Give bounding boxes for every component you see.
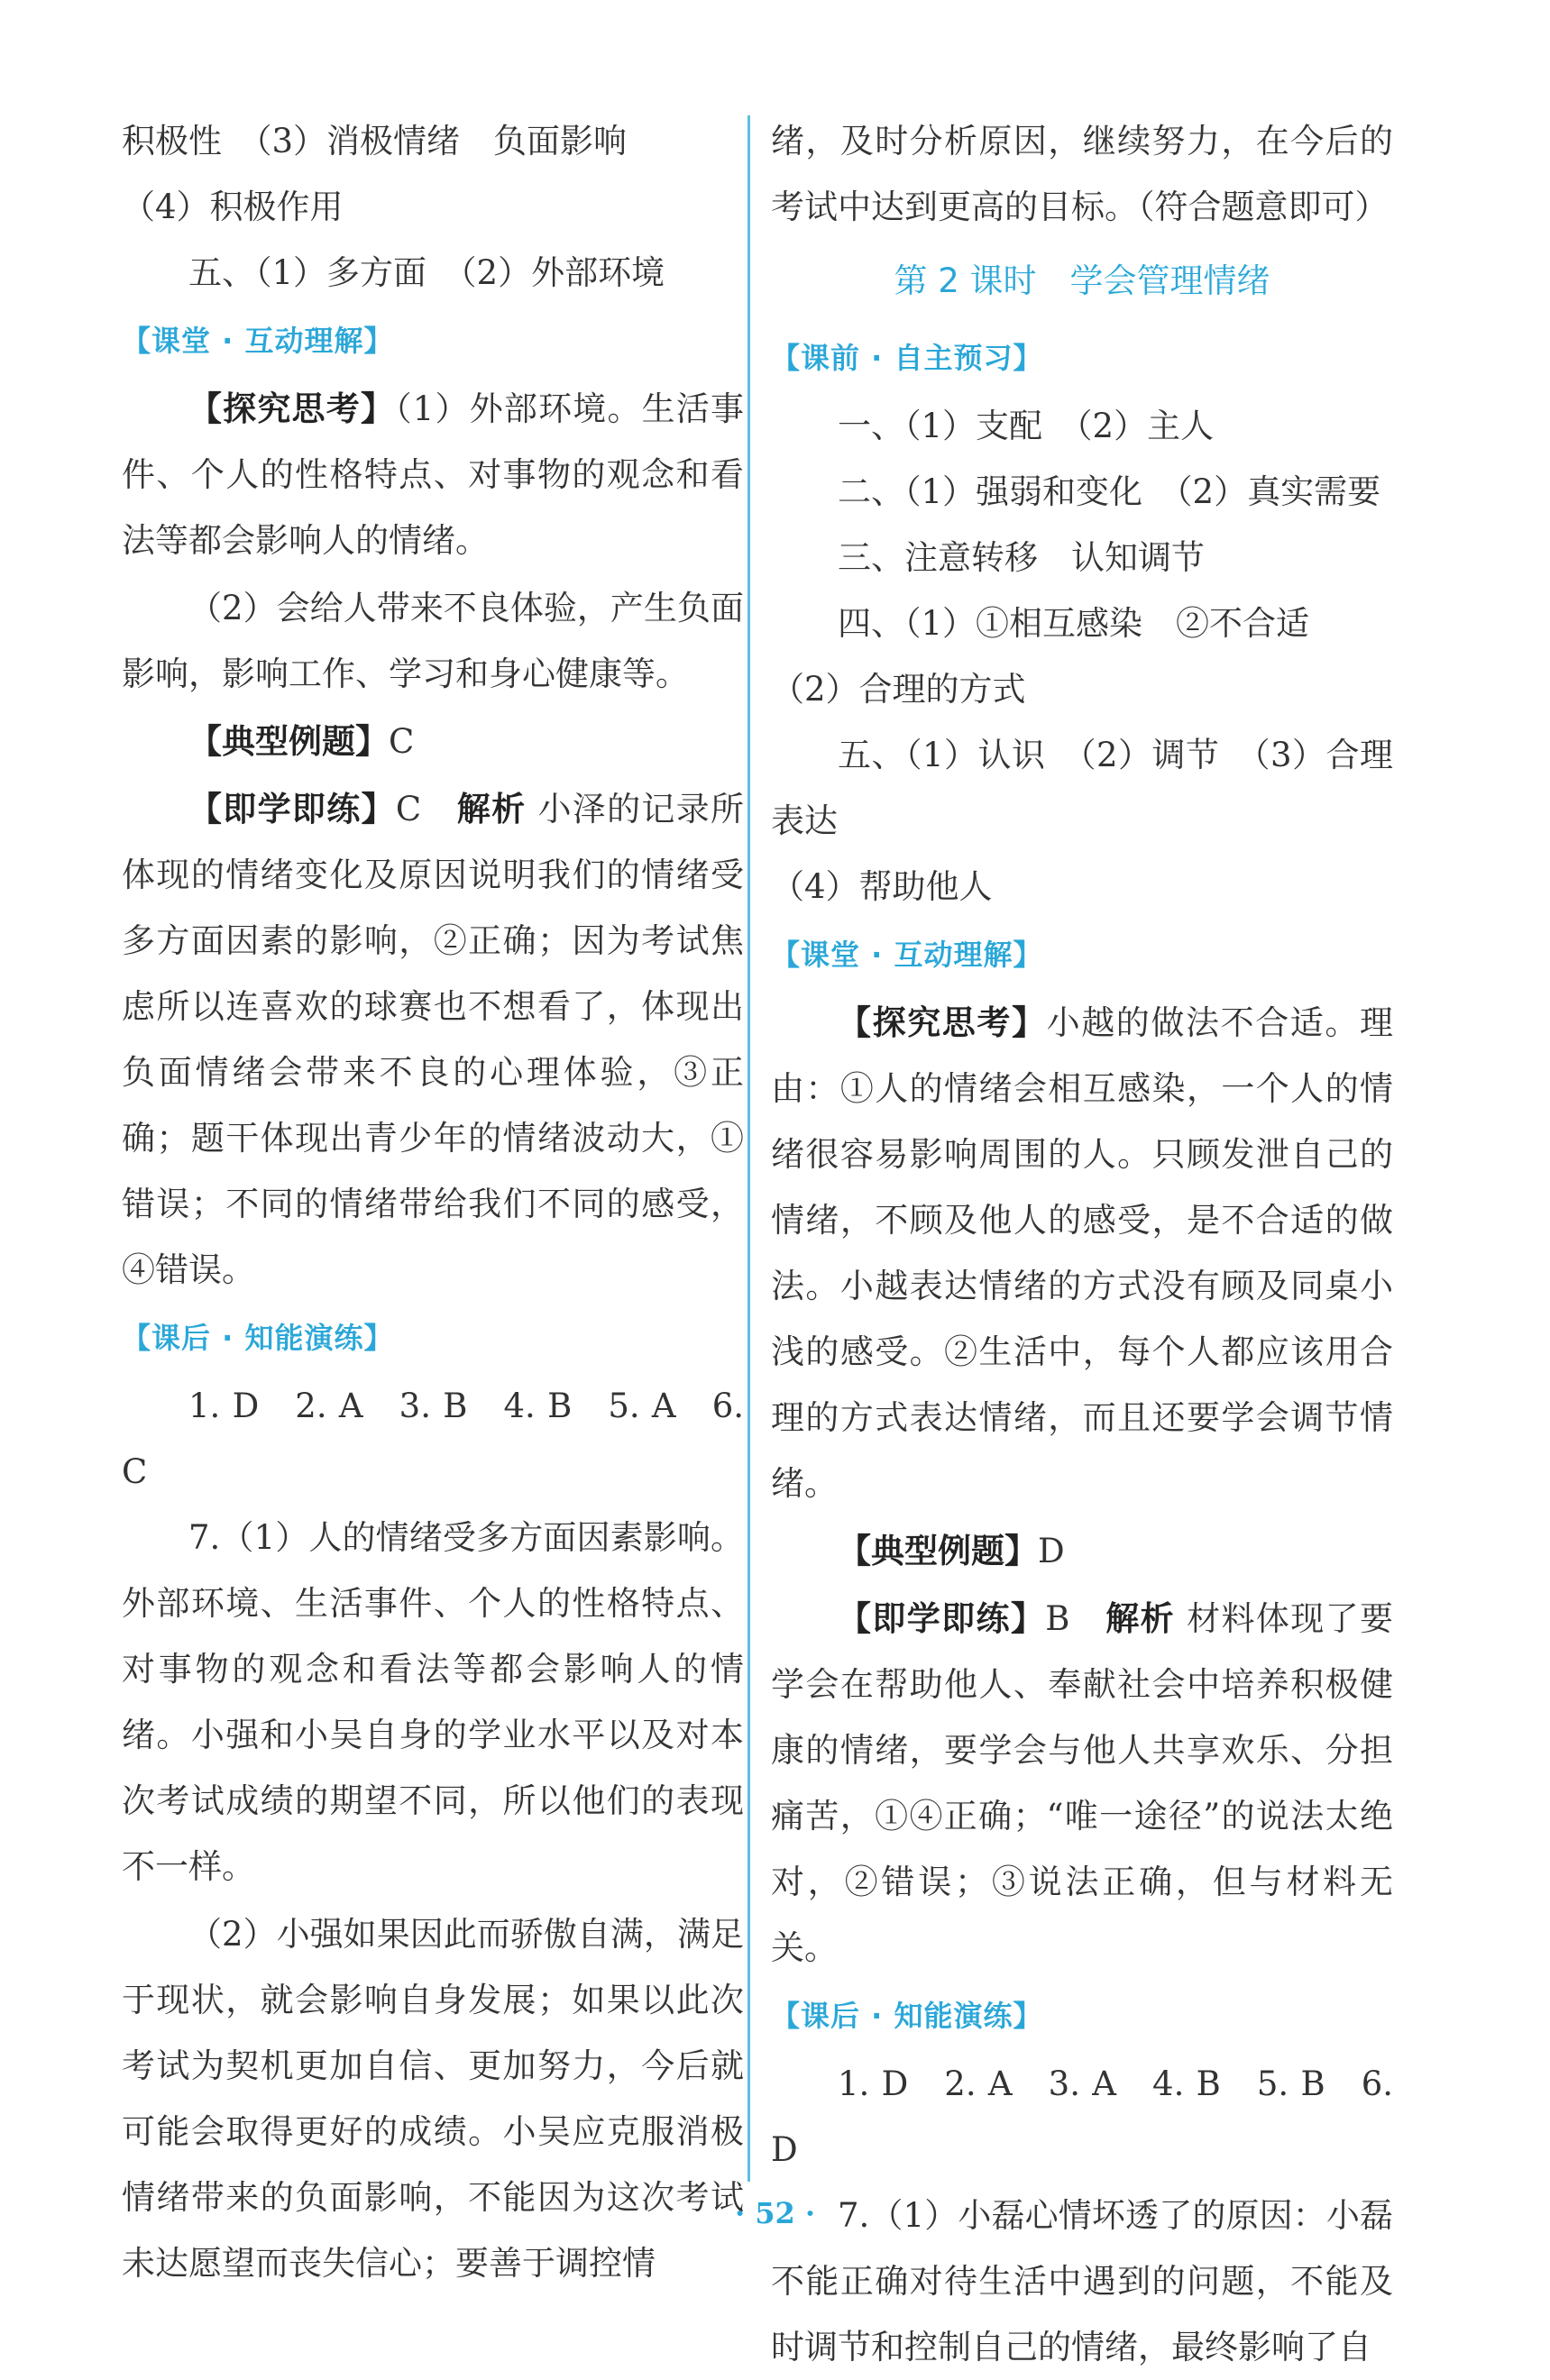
- mc-answers: 1. D 2. A 3. B 4. B 5. A 6. C: [122, 1387, 744, 1491]
- analysis-label: 解析: [1105, 1599, 1175, 1638]
- continued-text: 绪，及时分析原因，继续努力，在今后的考试中达到更高的目标。（符合题意即可）: [771, 122, 1393, 226]
- answer-line: （4）积极作用: [122, 188, 344, 226]
- explore-label: 【探究思考】: [188, 389, 396, 428]
- section-header: 【课后 · 知能演练】: [771, 1999, 1043, 2033]
- answer-line: 二、（1）强弱和变化 （2）真实需要: [838, 472, 1381, 511]
- example-answer: 【典型例题】C: [188, 722, 415, 761]
- practice-label: 【即学即练】: [838, 1599, 1046, 1638]
- q7-answer-2: （2）小强如果因此而骄傲自满，满足于现状，就会影响自身发展；如果以此次考试为契机更加自信、更加努力，今后就可能会取得更好的成绩。小吴应克服消极情绪带来的负面影响，不能因为这次考试未达愿望而丧失信心；要善于调控情: [122, 1915, 744, 2283]
- left-column: [122, 108, 744, 2296]
- example-label: 【典型例题】: [838, 1532, 1038, 1570]
- answer-line: 五、（1）认识 （2）调节 （3）合理表达: [771, 736, 1393, 840]
- q7-answer-1: 7.（1）人的情绪受多方面因素影响。外部环境、生活事件、个人的性格特点、对事物的观念和看法等都会影响人的情绪。小强和小吴自身的学业水平以及对本次考试成绩的期望不同，所以他们的表现不一样。: [122, 1518, 744, 1886]
- section-header: 【课后 · 知能演练】: [122, 1321, 394, 1355]
- explore-label: 【探究思考】: [838, 1003, 1047, 1042]
- answer-line: 三、注意转移 认知调节: [838, 538, 1205, 577]
- column-divider: [747, 115, 750, 2182]
- right-column: [771, 108, 1393, 2380]
- example-answer: 【典型例题】D: [838, 1532, 1065, 1570]
- practice-label: 【即学即练】: [188, 790, 396, 828]
- practice-answer: 【即学即练】B 解析 材料体现了要学会在帮助他人、奉献社会中培养积极健康的情绪，要学会与他人共享欢乐、分担痛苦，①④正确；“唯一途径”的说法太绝对，②错误；③说法正确，但与材料无关。: [771, 1599, 1394, 1967]
- explore-answer-2: （2）会给人带来不良体验，产生负面影响，影响工作、学习和身心健康等。: [122, 589, 744, 693]
- section-header: 【课堂 · 互动理解】: [771, 938, 1043, 972]
- answer-line: 一、（1）支配 （2）主人: [838, 407, 1215, 445]
- answer-line: （2）合理的方式: [771, 670, 1026, 709]
- section-header: 【课前 · 自主预习】: [771, 341, 1043, 375]
- mc-answers: 1. D 2. A 3. A 4. B 5. B 6. D: [771, 2064, 1393, 2169]
- analysis-label: 解析: [456, 790, 527, 828]
- answer-line: 五、（1）多方面 （2）外部环境: [188, 253, 665, 292]
- answer-line: （4）帮助他人: [771, 867, 993, 906]
- lesson-title: 第 2 课时 学会管理情绪: [894, 261, 1270, 300]
- page-number: · 52 ·: [734, 2196, 816, 2230]
- q7-answer: 7.（1）小磊心情坏透了的原因：小磊不能正确对待生活中遇到的问题，不能及时调节和控制自己的情绪，最终影响了自: [771, 2196, 1393, 2366]
- answer-line: 积极性 （3）消极情绪 负面影响: [122, 122, 628, 160]
- example-label: 【典型例题】: [188, 722, 389, 761]
- explore-answer: 【探究思考】（1）外部环境。生活事件、个人的性格特点、对事物的观念和看法等都会影响人的情绪。: [122, 389, 744, 560]
- explore-answer: 【探究思考】小越的做法不合适。理由：①人的情绪会相互感染，一个人的情绪很容易影响周围的人。只顾发泄自己的情绪，不顾及他人的感受，是不合适的做法。小越表达情绪的方式没有顾及同桌小浅的感受。②生活中，每个人都应该用合理的方式表达情绪，而且还要学会调节情绪。: [771, 1003, 1394, 1503]
- answer-line: 四、（1）①相互感染 ②不合适: [838, 604, 1310, 643]
- section-header: 【课堂 · 互动理解】: [122, 324, 394, 358]
- practice-answer: 【即学即练】C 解析 小泽的记录所体现的情绪变化及原因说明我们的情绪受多方面因素的影响，②正确；因为考试焦虑所以连喜欢的球赛也不想看了，体现出负面情绪会带来不良的心理体验，③正确；题干体现出青少年的情绪波动大，①错误；不同的情绪带给我们不同的感受，④错误。: [122, 790, 745, 1289]
